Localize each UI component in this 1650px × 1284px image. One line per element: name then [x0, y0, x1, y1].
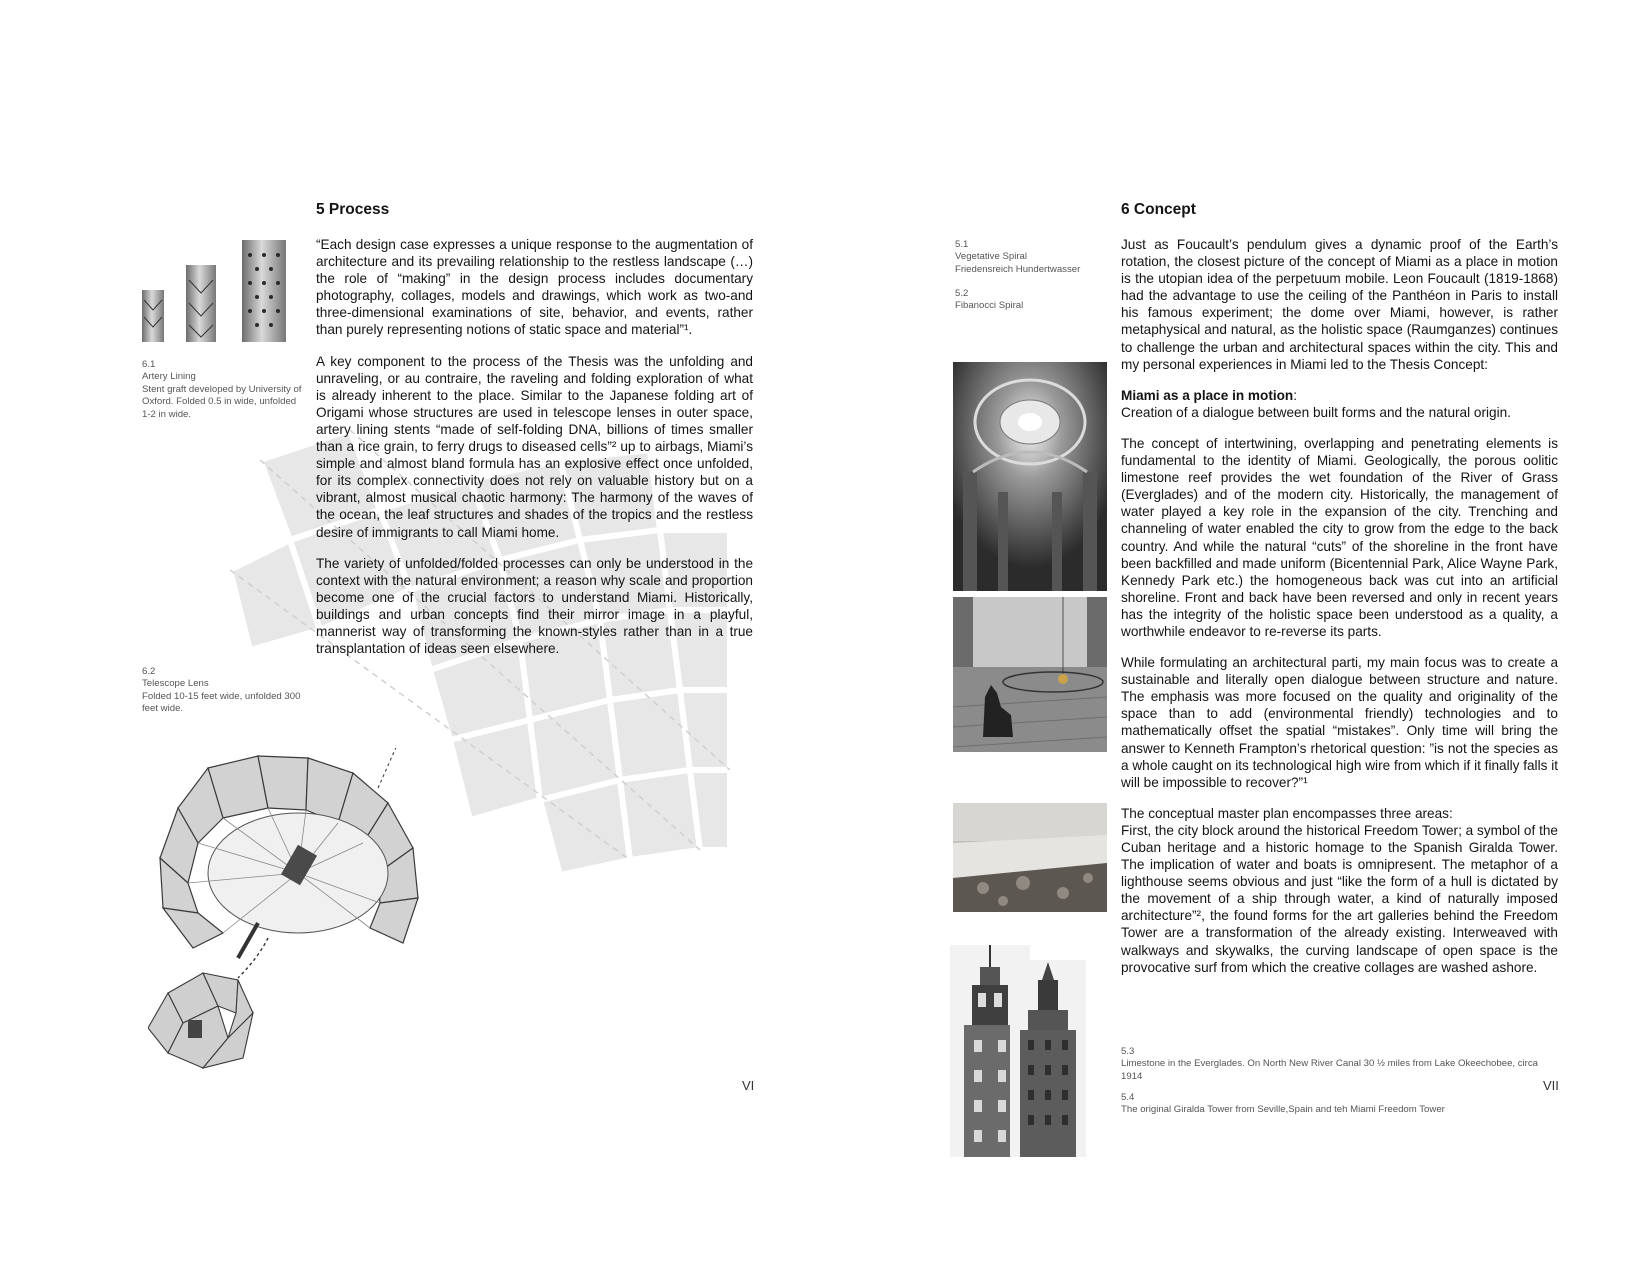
- caption-5-4: [1121, 1092, 1561, 1117]
- freedom-tower-photo: [1010, 960, 1086, 1157]
- paragraph: A key component to the process of the Thesis was the unfolding and unraveling, or au contraire, the raveling and folding exploration of what is already inherent to the place. Similar to the Japanese folding art of Origami whose structures are used in telescope lenses in outer space, artery lining stents “made of self-folding DNA, billions of times smaller than a rice grain, to ferry drugs to diseased cells”² up to airbags, Miami’s simple and almost bland formula has an explosive effect once unfolded, for its complex connectivity does not rely on valuable history but on a vibrant, almost musical chaotic harmony: The harmony of the waves of the ocean, the leaf structures and shades of the tropics and the restless desire of immigrants to call Miami home.: [316, 353, 753, 540]
- caption-text: Limestone in the Everglades. On North New River Canal 30 ½ miles from Lake Okeechobee, circa 1914: [1121, 1058, 1538, 1082]
- caption-5-2: [955, 288, 1105, 313]
- caption-number: 6.1: [142, 359, 156, 370]
- paragraph: Just as Foucault’s pendulum gives a dynamic proof of the Earth’s rotation, the closest picture of the concept of Miami as a place in motion is the utopian idea of the perpetuum mobile. Leon Foucault (1819-1868) had the advantage to use the ceiling of the Panthéon in Paris to install his famous experiment; the dome over Miami, however, is rather metaphysical and natural, as the holistic space (Raumganzes) continues to challenge the urban and architectural spaces within the city. This and my personal experiences in Miami led to the Thesis Concept:: [1121, 237, 1558, 372]
- caption-number: 5.3: [1121, 1046, 1135, 1057]
- paragraph: The variety of unfolded/folded processes can only be understood in the context with the natural environment; a reason why scale and proportion become one of the crucial factors to understand Miami. Historically, buildings and urban concepts find their mirror image in a playful, mannerist way of transforming the known-styles rather than in a true transplantation of ideas seen elsewhere.: [316, 555, 753, 657]
- caption-title: Artery Lining: [142, 371, 196, 383]
- motion-title: Miami as a place in motion: [1121, 387, 1294, 403]
- right-page-body: [1121, 236, 1558, 990]
- caption-text: The original Giralda Tower from Seville,Spain and teh Miami Freedom Tower: [1121, 1104, 1445, 1116]
- left-page-body: [316, 236, 753, 671]
- telescope-lens-illustration: [148, 748, 468, 1098]
- motion-text: Creation of a dialogue between built forms and the natural origin.: [1121, 404, 1511, 420]
- caption-text: Friedensreich Hundertwasser: [955, 263, 1081, 275]
- motion-block: [1121, 387, 1558, 421]
- caption-title: Vegetative Spiral: [955, 251, 1027, 263]
- caption-title: Telescope Lens: [142, 678, 209, 690]
- right-page-heading: 6 Concept: [1121, 201, 1196, 218]
- caption-number: 5.1: [955, 239, 969, 250]
- plan-intro: The conceptual master plan encompasses three areas:: [1121, 805, 1453, 821]
- pantheon-dome-photo: [953, 362, 1107, 591]
- caption-text: Stent graft developed by University of Oxford. Folded 0.5 in wide, unfolded 1-2 in wide.: [142, 383, 302, 420]
- everglades-limestone-photo: [953, 803, 1107, 912]
- caption-number: 5.2: [955, 288, 969, 299]
- caption-5-3: [1121, 1046, 1561, 1083]
- stent-photo: [142, 235, 292, 345]
- caption-5-1: [955, 239, 1105, 276]
- caption-6-2: [142, 666, 302, 716]
- motion-colon: :: [1293, 387, 1298, 403]
- caption-text: Folded 10-15 feet wide, unfolded 300 feet wide.: [142, 690, 301, 715]
- plan-block: [1121, 805, 1558, 976]
- caption-6-1: [142, 359, 307, 421]
- paragraph: The concept of intertwining, overlapping and penetrating elements is fundamental to the identity of Miami. Geologically, the porous oolitic limestone reef provides the wet foundation of the River of Grass (Everglades) and of the modern city. Historically, the management of water played a key role in the expansion of the city. Trenching and channeling of water enabled the city to grow from the edge to the back country. And while the natural “cuts” of the shoreline in the front have been backfilled and made uniform (Bicentennial Park, Alice Wayne Park, Kennedy Park etc.) the homogeneous back was cut into an artificial shoreline. Front and back have been reversed and only in recent years has the integrity of the holistic space been understood as a quality, a worthwhile endeavor to re-reverse its parts.: [1121, 435, 1558, 639]
- foucault-pendulum-photo: [953, 597, 1107, 752]
- left-page-heading: 5 Process: [316, 201, 390, 218]
- page-number-right: VII: [1543, 1078, 1559, 1093]
- page-number-left: VI: [742, 1078, 755, 1093]
- paragraph: While formulating an architectural parti, my main focus was to create a sustainable and literally open dialogue between structure and nature. The emphasis was more focused on the quality and originality of the space than to add (environmental friendly) technologies and to mathematically offset the spatial “mistakes”. Only time will bring the answer to Kenneth Frampton’s rhetorical question: ”is not the species as a whole caught on its technological high wire from which if it finally falls it will be impossible to recover?”¹: [1121, 655, 1558, 790]
- caption-number: 6.2: [142, 666, 156, 677]
- plan-text: First, the city block around the historical Freedom Tower; a symbol of the Cuban heritage and a historic homage to the Spanish Giralda Tower. The implication of water and boats is omnipresent. The metaphor of a lighthouse seems obvious and just “like the form of a hull is dictated by the movement of a ship through water, a kind of naturally imposed architecture”², the found forms for the art galleries behind the Freedom Tower are a transformation of the already existing. Interweaved with walkways and skywalks, the curving landscape of open space is the provocative surf from which the creative collages are washed ashore.: [1121, 822, 1558, 975]
- caption-title: Fibanocci Spiral: [955, 300, 1024, 312]
- paragraph: “Each design case expresses a unique response to the augmentation of architecture and its prevailing relationship to the restless landscape (…) the role of “making” in the design process includes documentary photography, collages, models and drawings, which work as two-and three-dimensional examinations of site, behavior, and events, rather than purely representing notions of static space and material”¹.: [316, 237, 753, 338]
- caption-number: 5.4: [1121, 1092, 1135, 1103]
